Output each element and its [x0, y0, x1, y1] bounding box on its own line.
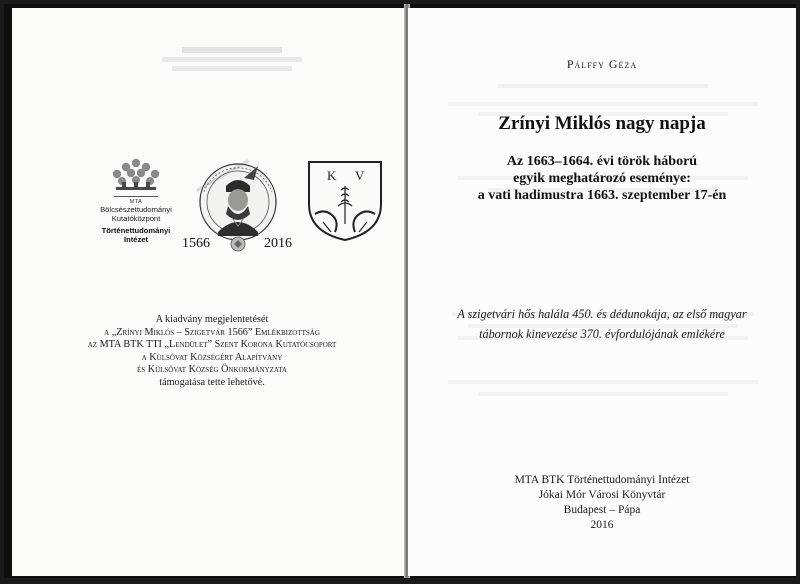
coat-letter-k: K	[327, 168, 337, 183]
book-spread	[4, 4, 796, 578]
institute-line2: Intézet	[123, 235, 149, 244]
support-line4: a Külsővat Községért Alapítvány	[141, 351, 283, 363]
book-subtitle	[408, 153, 796, 204]
dedication-line1: A szigetvári hős halála 450. és dédunokája, az első magyar	[457, 307, 747, 321]
book-title: Zrínyi Miklós nagy napja	[498, 113, 706, 134]
support-statement	[32, 314, 392, 390]
support-line2: a „Zrínyi Miklós – Szigetvár 1566” Emlékbizottság	[104, 326, 320, 338]
support-line3: az MTA BTK TTI „Lendület” Szent Korona Kutatócsoport	[87, 339, 337, 351]
left-page	[12, 8, 406, 576]
publisher-line3: Budapest – Pápa	[563, 504, 641, 516]
publication-year: 2016	[590, 519, 614, 531]
dedication	[418, 304, 786, 344]
publisher-line2: Jókai Mór Városi Könyvtár	[538, 489, 666, 501]
medal-year-start: 1566	[182, 236, 210, 251]
author-name: Pálffy Géza	[566, 57, 638, 71]
show-through-left	[152, 44, 312, 84]
institute-line1: Történettudományi	[101, 226, 171, 235]
coat-of-arms-icon	[305, 158, 385, 242]
mta-abbr: MTA	[129, 199, 143, 205]
coat-letter-v: V	[355, 168, 365, 183]
mta-name-line1: Bölcsészettudományi	[100, 205, 172, 214]
subtitle-line1: Az 1663–1664. évi török háború	[506, 154, 698, 169]
publisher-line1: MTA BTK Történettudományi Intézet	[514, 474, 690, 486]
mta-tree-icon	[108, 158, 164, 194]
dedication-line2: tábornok kinevezése 370. évfordulójának emlékére	[479, 327, 725, 341]
mta-btk-logo	[90, 158, 182, 244]
support-line1: A kiadvány megjelentetését	[155, 314, 269, 325]
medal-years	[182, 236, 292, 252]
medal-year-end: 2016	[264, 236, 292, 251]
publisher-info	[408, 473, 796, 533]
kulsovat-coat-of-arms	[305, 158, 385, 247]
subtitle-line2: egyik meghatározó eseménye:	[513, 171, 691, 186]
support-line5: és Külsővat Község Önkormányzata	[137, 364, 287, 376]
subtitle-line3: a vati hadimustra 1663. szeptember 17-én	[477, 188, 727, 203]
show-through-right	[438, 78, 768, 518]
mta-name-line2: Kutatóközpont	[111, 214, 161, 223]
support-line6: támogatása tette lehetővé.	[159, 376, 265, 388]
right-page	[408, 8, 796, 576]
